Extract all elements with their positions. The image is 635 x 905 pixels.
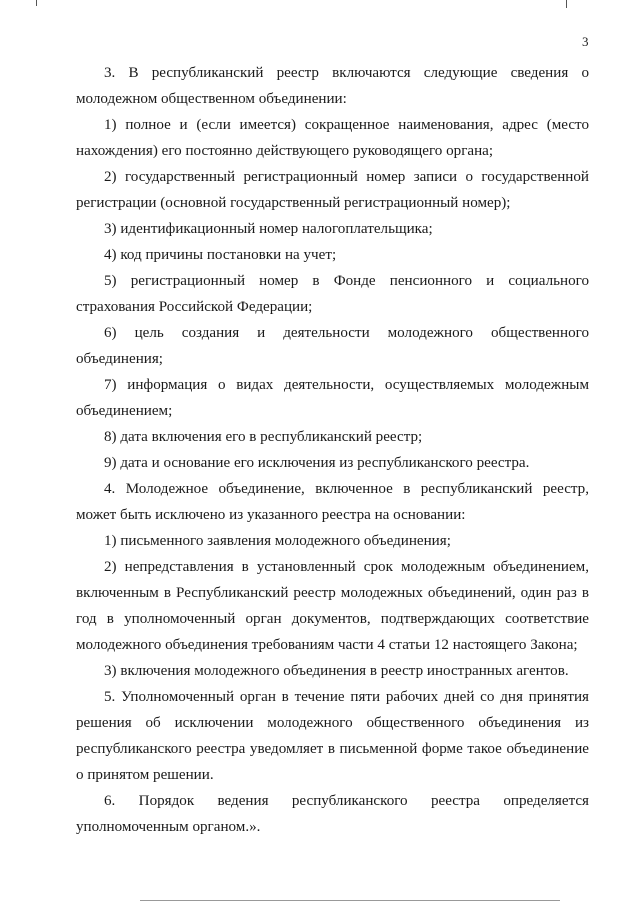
paragraph: 7) информация о видах деятельности, осуществляемых молодежным объединением; xyxy=(76,377,589,419)
paragraph: 4) код причины постановки на учет; xyxy=(104,247,337,263)
paragraph: 4. Молодежное объединение, включенное в республиканский реестр, может быть исключено из указанного реестра на основании: xyxy=(76,481,589,523)
scan-edge-mark xyxy=(140,900,560,901)
paragraph: 3) включения молодежного объединения в реестр иностранных агентов. xyxy=(104,663,569,679)
document-body xyxy=(76,60,589,840)
paragraph: 9) дата и основание его исключения из республиканского реестра. xyxy=(104,455,530,471)
paragraph: 6. Порядок ведения республиканского реестра определяется уполномоченным органом.». xyxy=(76,793,589,835)
scan-edge-mark xyxy=(36,0,37,6)
paragraph: 1) письменного заявления молодежного объединения; xyxy=(104,533,451,549)
paragraph: 3. В республиканский реестр включаются следующие сведения о молодежном общественном объединении: xyxy=(76,65,589,107)
paragraph: 5) регистрационный номер в Фонде пенсионного и социального страхования Российской Федерации; xyxy=(76,273,589,315)
paragraph: 1) полное и (если имеется) сокращенное наименования, адрес (место нахождения) его постоянно действующего руководящего органа; xyxy=(76,117,589,159)
paragraph: 5. Уполномоченный орган в течение пяти рабочих дней со дня принятия решения об исключении молодежного общественного объединения из республиканского реестра уведомляет в письменной форме такое объединение о принятом решении. xyxy=(76,689,589,783)
paragraph: 6) цель создания и деятельности молодежного общественного объединения; xyxy=(76,325,589,367)
paragraph: 2) непредставления в установленный срок молодежным объединением, включенным в Республиканский реестр молодежных объединений, один раз в год в уполномоченный орган документов, подтверждающих соответствие молодежного объединения требованиям части 4 статьи 12 настоящего Закона; xyxy=(76,559,589,653)
paragraph: 8) дата включения его в республиканский реестр; xyxy=(104,429,423,445)
paragraph: 3) идентификационный номер налогоплательщика; xyxy=(104,221,433,237)
scan-edge-mark xyxy=(566,0,567,8)
paragraph: 2) государственный регистрационный номер записи о государственной регистрации (основной государственный регистрационный номер); xyxy=(76,169,589,211)
page-number: 3 xyxy=(582,34,589,49)
